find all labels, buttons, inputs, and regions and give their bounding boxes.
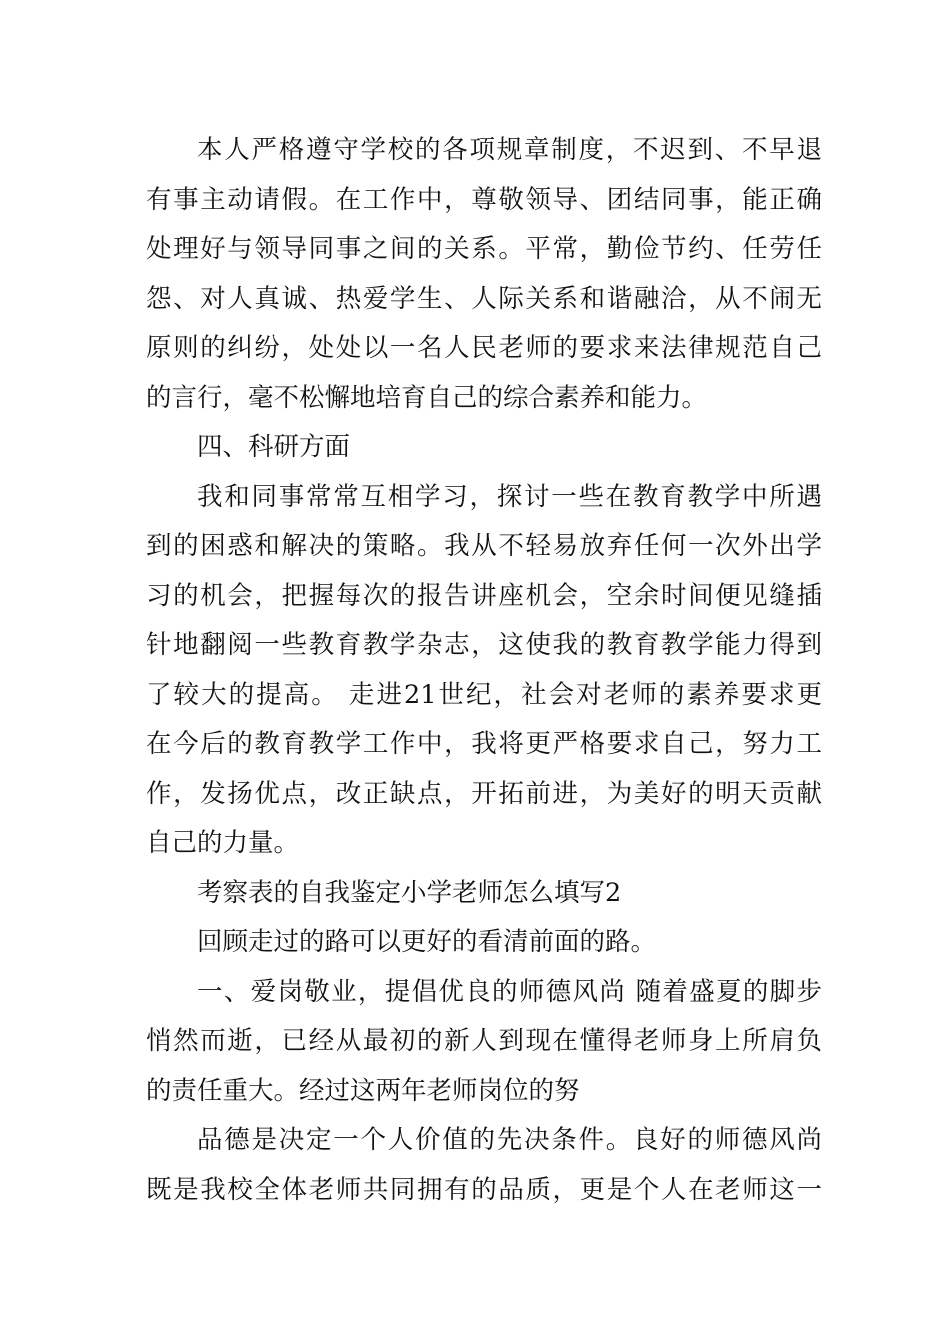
document-body — [146, 126, 822, 1215]
text-line: 自己的力量。 — [146, 828, 300, 858]
text-line: 品德是决定一个人价值的先决条件。良好的师德风尚 — [197, 1125, 822, 1155]
text-line: 了较大的提高。 走进21世纪，社会对老师的素养要求更 — [146, 679, 822, 710]
text-line: 一、爱岗敬业，提倡优良的师德风尚 随着盛夏的脚步 — [197, 976, 822, 1007]
text-line: 我和同事常常互相学习，探讨一些在教育教学中所遇 — [197, 481, 822, 512]
text-line: 本人严格遵守学校的各项规章制度，不迟到、不早退 — [197, 135, 822, 165]
text-line: 四、科研方面 — [197, 432, 351, 462]
text-line: 的言行，毫不松懈地培育自己的综合素养和能力。 — [146, 382, 708, 413]
text-line: 原则的纠纷，处处以一名人民老师的要求来法律规范自己 — [146, 333, 822, 363]
text-line: 作，发扬优点，改正缺点，开拓前进，为美好的明天贡献 — [146, 778, 822, 809]
text-line: 到的困惑和解决的策略。我从不轻易放弃任何一次外出学 — [146, 531, 822, 561]
text-line: 既是我校全体老师共同拥有的品质，更是个人在老师这一 — [146, 1174, 822, 1205]
text-line: 的责任重大。经过这两年老师岗位的努 — [146, 1075, 580, 1106]
text-line: 习的机会，把握每次的报告讲座机会，空余时间便见缝插 — [146, 580, 822, 611]
text-line: 悄然而逝，已经从最初的新人到现在懂得老师身上所肩负 — [146, 1026, 822, 1056]
text-line: 针地翻阅一些教育教学杂志，这使我的教育教学能力得到 — [146, 630, 822, 660]
text-line: 考察表的自我鉴定小学老师怎么填写2 — [197, 877, 622, 908]
text-line: 有事主动请假。在工作中，尊敬领导、团结同事，能正确 — [146, 184, 822, 215]
text-line: 怨、对人真诚、热爱学生、人际关系和谐融洽，从不闹无 — [146, 283, 822, 314]
text-line: 回顾走过的路可以更好的看清前面的路。 — [197, 927, 657, 957]
text-line: 处理好与领导同事之间的关系。平常，勤俭节约、任劳任 — [146, 234, 822, 264]
text-line: 在今后的教育教学工作中，我将更严格要求自己，努力工 — [146, 729, 822, 759]
